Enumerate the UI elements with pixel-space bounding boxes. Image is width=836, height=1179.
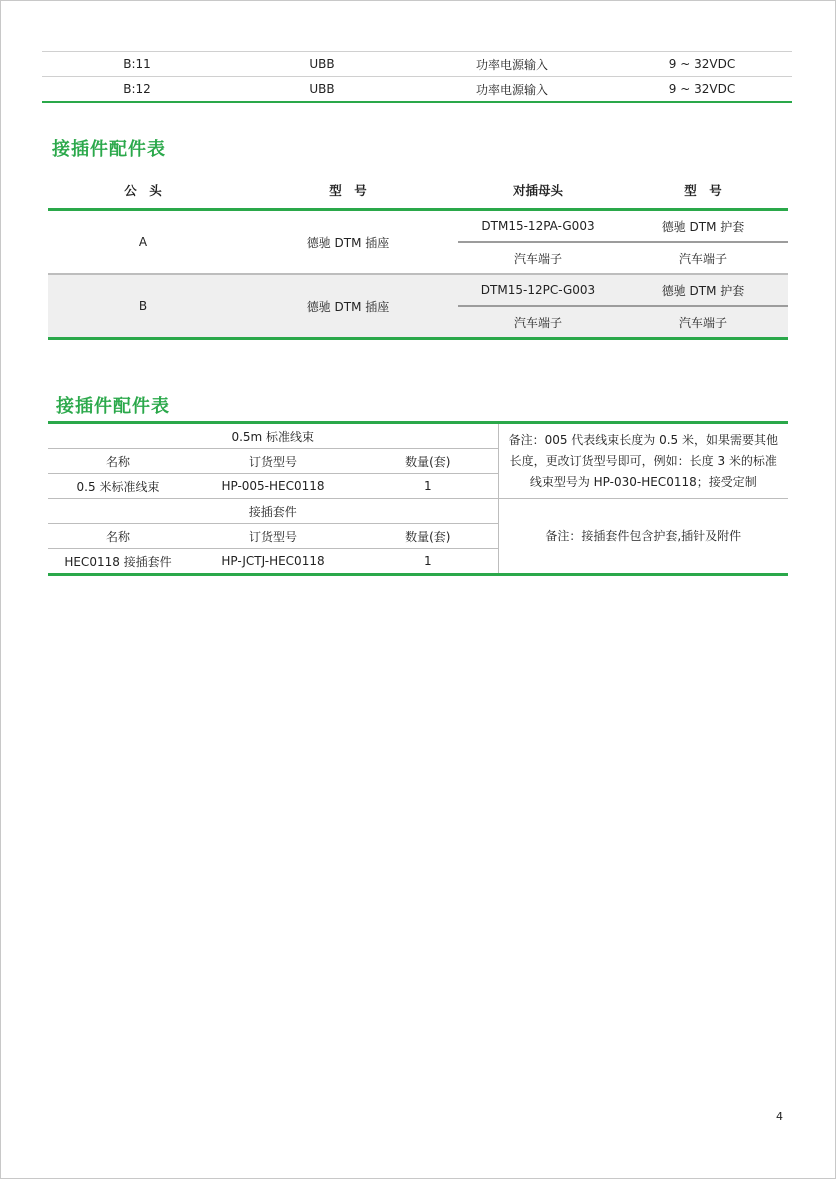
table-row [48, 423, 788, 449]
color-cell: UBB [232, 77, 412, 103]
table-header-row [48, 172, 788, 210]
note-cell: 备注：接插套件包含护套,插针及附件 [498, 499, 788, 575]
header-order: 订货型号 [188, 449, 358, 474]
page-number: 4 [776, 1110, 783, 1123]
note-cell: 备注：005 代表线束长度为 0.5 米，如果需要其他长度，更改订货型号即可，例如：长度 3 米的标准线束型号为 HP-030-HEC0118；接受定制 [498, 423, 788, 499]
group-title: 接插套件 [48, 499, 498, 524]
female-model-cell: 德驰 DTM 护套 [618, 210, 788, 243]
header-name: 名称 [48, 524, 188, 549]
header-qty: 数量(套) [358, 449, 498, 474]
group-title: 0.5m 标准线束 [48, 423, 498, 449]
female-cell: 汽车端子 [458, 306, 618, 339]
table-row [48, 210, 788, 243]
female-cell: DTM15-12PC-G003 [458, 274, 618, 306]
table-row [42, 52, 792, 77]
header-female: 对插母头 [458, 172, 618, 210]
header-model-2: 型 号 [618, 172, 788, 210]
table-row [48, 499, 788, 524]
qty-cell: 1 [358, 474, 498, 499]
order-cell: HP-JCTJ-HEC0118 [221, 554, 325, 568]
connector-table [48, 172, 788, 340]
header-male: 公 头 [48, 172, 238, 210]
header-name: 名称 [48, 449, 188, 474]
header-order: 订货型号 [188, 524, 358, 549]
pin-cell: B:12 [42, 77, 232, 103]
color-cell: UBB [232, 52, 412, 77]
order-cell: HP-005-HEC0118 [188, 474, 358, 499]
function-cell: 功率电源输入 [412, 77, 612, 103]
pin-cell: B:11 [42, 52, 232, 77]
header-model: 型 号 [238, 172, 458, 210]
section-title: 接插件配件表 [56, 396, 170, 417]
table-row [48, 274, 788, 306]
function-cell: 功率电源输入 [412, 52, 612, 77]
name-cell: HEC0118 接插套件 [64, 554, 172, 569]
model-cell: 德驰 DTM 插座 [238, 274, 458, 339]
female-model-cell: 德驰 DTM 护套 [618, 274, 788, 306]
female-model-cell: 汽车端子 [618, 306, 788, 339]
female-cell: 汽车端子 [513, 251, 562, 266]
voltage-cell: 9 ~ 32VDC [612, 77, 792, 103]
female-cell: DTM15-12PA-G003 [458, 210, 618, 243]
table-row [42, 77, 792, 103]
pin-table [42, 51, 792, 103]
section-title: 接插件配件表 [52, 139, 166, 160]
model-cell: 德驰 DTM 插座 [306, 235, 390, 250]
voltage-cell: 9 ~ 32VDC [612, 52, 792, 77]
qty-cell: 1 [423, 554, 432, 568]
harness-table [48, 421, 788, 576]
name-cell: 0.5 米标准线束 [48, 474, 188, 499]
male-cell: A [138, 235, 148, 249]
male-cell: B [48, 274, 238, 339]
header-qty: 数量(套) [358, 524, 498, 549]
female-model-cell: 汽车端子 [678, 251, 727, 266]
